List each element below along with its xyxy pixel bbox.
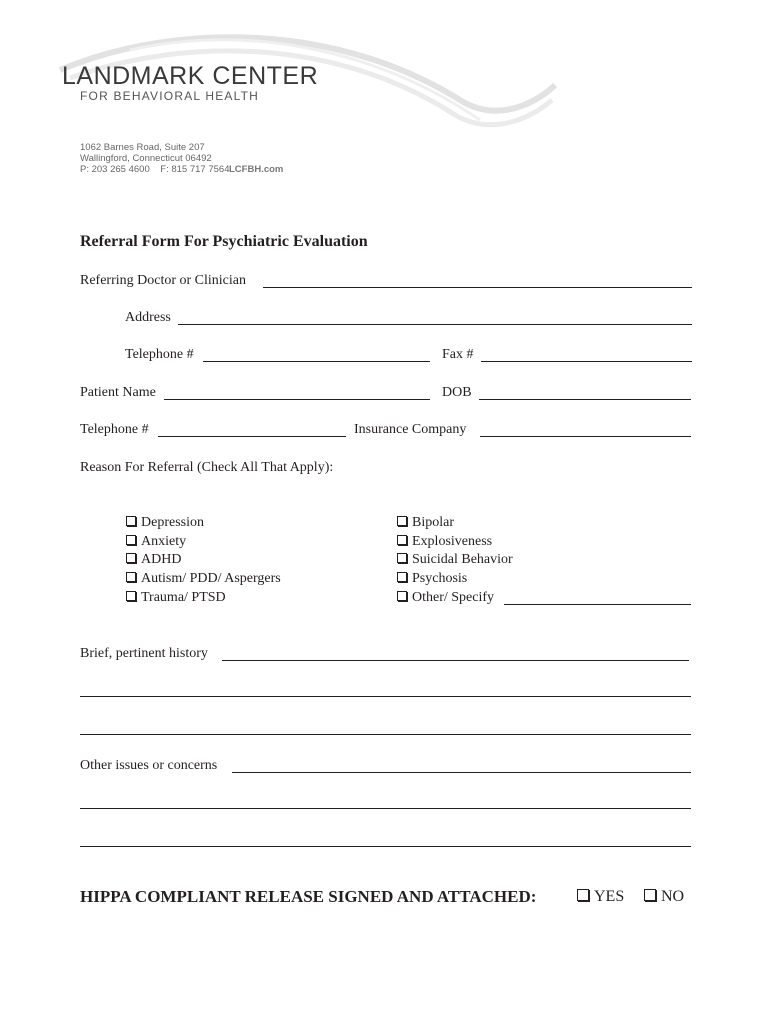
patient-telephone-field[interactable]: [158, 436, 346, 437]
patient-name-field[interactable]: [164, 399, 430, 400]
checkbox-yes[interactable]: [577, 888, 624, 906]
checkbox-label: ADHD: [141, 552, 182, 567]
checkbox-label: Depression: [141, 515, 204, 530]
contact-numbers: P: 203 265 4600 F: 815 717 7564: [80, 164, 230, 175]
checkbox-psychosis[interactable]: [397, 571, 467, 587]
logo-org-subtitle: FOR BEHAVIORAL HEALTH: [80, 89, 260, 103]
checkbox-trauma[interactable]: [126, 590, 226, 606]
history-field-2[interactable]: [80, 696, 691, 697]
address-label: Address: [125, 310, 171, 325]
history-field-1[interactable]: [222, 660, 689, 661]
checkbox-explosiveness[interactable]: [397, 534, 492, 550]
checkbox-icon[interactable]: [126, 572, 136, 582]
address-line-1: 1062 Barnes Road, Suite 207: [80, 142, 205, 153]
checkbox-label: Suicidal Behavior: [412, 552, 513, 567]
history-field-3[interactable]: [80, 734, 691, 735]
checkbox-autism[interactable]: [126, 571, 281, 587]
referring-label: Referring Doctor or Clinician: [80, 273, 247, 288]
checkbox-icon[interactable]: [126, 516, 136, 526]
checkbox-bipolar[interactable]: [397, 515, 454, 531]
checkbox-icon[interactable]: [397, 516, 407, 526]
telephone-field[interactable]: [203, 361, 430, 362]
history-label: Brief, pertinent history: [80, 646, 208, 661]
website-link[interactable]: LCFBH.com: [229, 164, 284, 175]
checkbox-suicidal-behavior[interactable]: [397, 552, 513, 568]
address-line-2: Wallingford, Connecticut 06492: [80, 153, 212, 164]
checkbox-label: Anxiety: [141, 534, 187, 549]
address-field[interactable]: [178, 324, 692, 325]
checkbox-label: Explosiveness: [412, 534, 493, 549]
dob-field[interactable]: [479, 399, 691, 400]
patient-name-label: Patient Name: [80, 385, 156, 400]
insurance-field[interactable]: [480, 436, 691, 437]
checkbox-label: Trauma/ PTSD: [141, 590, 226, 605]
checkbox-icon[interactable]: [397, 553, 407, 563]
checkbox-icon[interactable]: [577, 889, 589, 901]
checkbox-icon[interactable]: [126, 591, 136, 601]
form-title: Referral Form For Psychiatric Evaluation: [80, 233, 368, 250]
checkbox-icon[interactable]: [397, 535, 407, 545]
concerns-field-3[interactable]: [80, 846, 691, 847]
telephone-label: Telephone #: [125, 347, 194, 362]
concerns-label: Other issues or concerns: [80, 758, 218, 773]
fax-label: Fax #: [442, 347, 474, 362]
checkbox-icon[interactable]: [126, 553, 136, 563]
concerns-field-2[interactable]: [80, 808, 691, 809]
referring-field[interactable]: [263, 287, 692, 288]
checkbox-label: Other/ Specify: [412, 590, 495, 605]
checkbox-depression[interactable]: [126, 515, 204, 531]
checkbox-anxiety[interactable]: [126, 534, 186, 550]
checkbox-no[interactable]: [644, 888, 684, 906]
checkbox-icon[interactable]: [397, 572, 407, 582]
other-specify-field[interactable]: [504, 604, 691, 605]
hippa-label: HIPPA COMPLIANT RELEASE SIGNED AND ATTACHED:: [80, 887, 537, 906]
patient-telephone-label: Telephone #: [80, 422, 149, 437]
no-label: NO: [661, 888, 685, 905]
insurance-label: Insurance Company: [354, 422, 467, 437]
checkbox-icon[interactable]: [126, 535, 136, 545]
checkbox-icon[interactable]: [397, 591, 407, 601]
fax-field[interactable]: [481, 361, 692, 362]
dob-label: DOB: [442, 385, 472, 400]
logo-org-name: LANDMARK CENTER: [62, 62, 319, 90]
reason-label: Reason For Referral (Check All That Apply):: [80, 460, 334, 475]
checkbox-adhd[interactable]: [126, 552, 181, 568]
checkbox-label: Bipolar: [412, 515, 454, 530]
yes-label: YES: [594, 888, 625, 905]
checkbox-label: Psychosis: [412, 571, 468, 586]
checkbox-label: Autism/ PDD/ Aspergers: [141, 571, 281, 586]
checkbox-icon[interactable]: [644, 889, 656, 901]
checkbox-other[interactable]: [397, 590, 494, 606]
concerns-field-1[interactable]: [232, 772, 691, 773]
